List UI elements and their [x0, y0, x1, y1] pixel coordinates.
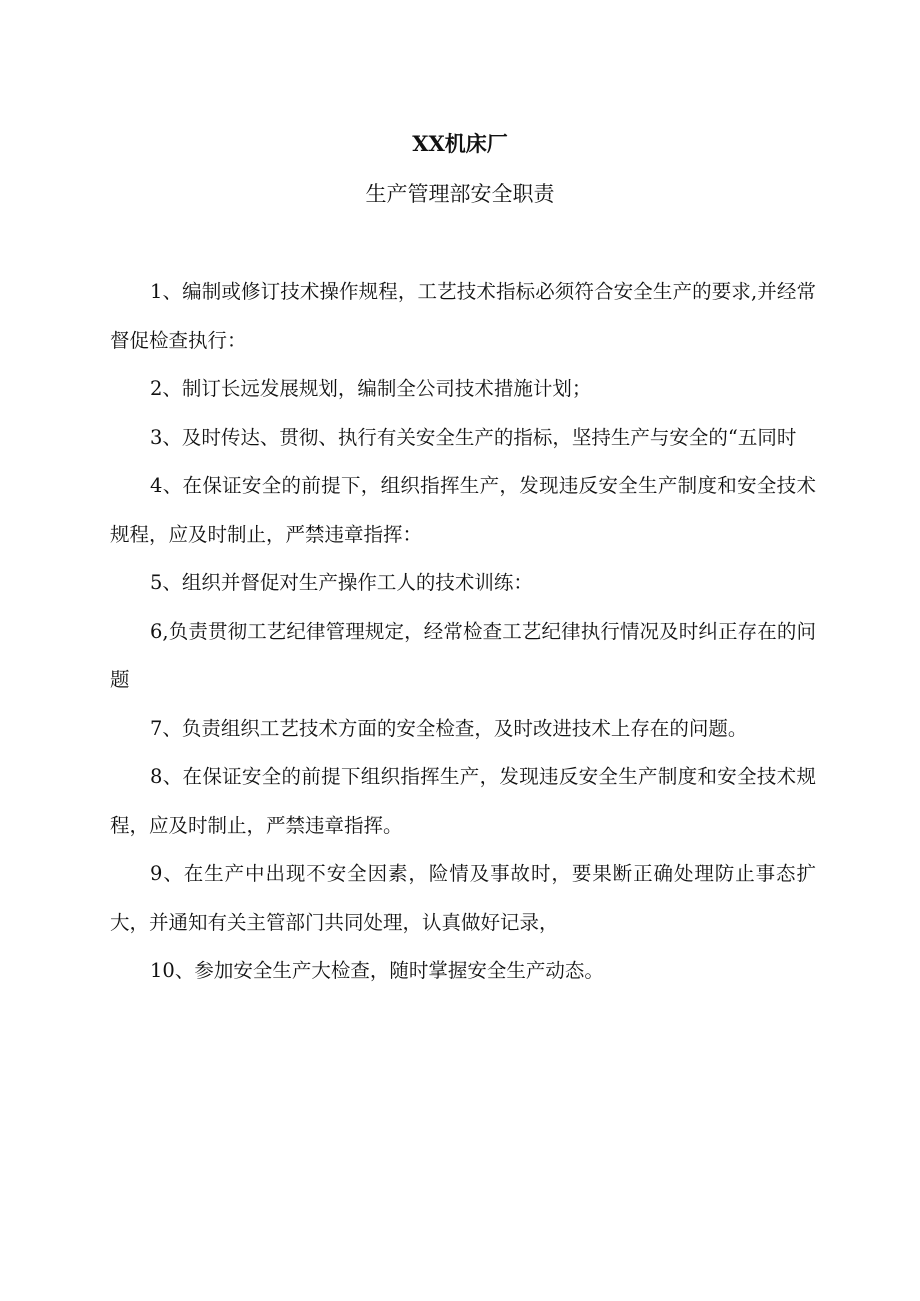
paragraph-8: 8、在保证安全的前提下组织指挥生产，发现违反安全生产制度和安全技术规程，应及时制止，严禁违章指挥。	[110, 765, 816, 837]
paragraph-9: 9、在生产中出现不安全因素，险情及事故时，要果断正确处理防止事态扩大，并通知有关主管部门共同处理，认真做好记录，	[110, 862, 816, 934]
paragraph-1: 1、编制或修订技术操作规程，工艺技术指标必须符合安全生产的要求,并经常督促检查执行：	[110, 280, 816, 352]
paragraph-10: 10、参加安全生产大检查，随时掌握安全生产动态。	[150, 959, 604, 982]
document-title: XX机床厂	[412, 131, 508, 156]
document-subtitle: 生产管理部安全职责	[365, 182, 555, 206]
paragraph-7: 7、负责组织工艺技术方面的安全检查，及时改进技术上存在的问题。	[150, 716, 748, 740]
paragraph-5: 5、组织并督促对生产操作工人的技术训练：	[150, 571, 533, 594]
paragraph-4: 4、在保证安全的前提下，组织指挥生产，发现违反安全生产制度和安全技术规程，应及时制止，严禁违章指挥：	[110, 474, 816, 546]
document-body	[110, 268, 816, 996]
paragraph-2: 2、制订长远发展规划，编制全公司技术措施计划；	[150, 377, 592, 400]
paragraph-6: 6,负责贯彻工艺纪律管理规定，经常检查工艺纪律执行情况及时纠正存在的问题	[110, 619, 816, 691]
paragraph-3: 3、及时传达、贯彻、执行有关安全生产的指标，坚持生产与安全的“五同时	[150, 425, 797, 449]
